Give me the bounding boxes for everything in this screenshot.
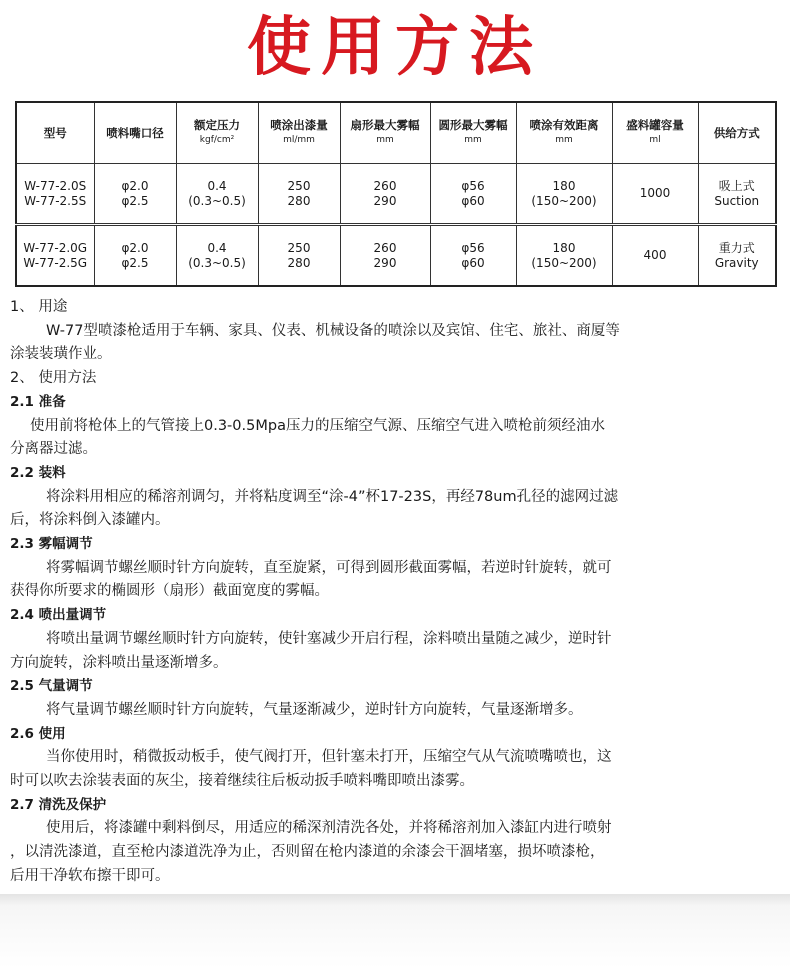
paragraph-line: 使用前将枪体上的气管接上0.3-0.5Mpa压力的压缩空气源、压缩空气进入喷枪前须经油水	[30, 417, 605, 434]
cell-output: 250 280	[258, 225, 340, 287]
section-heading-method: 2、 使用方法	[10, 370, 97, 387]
paragraph-line: 将涂料用相应的稀溶剂调匀，并将粘度调至“涂-4”杯17-23S，再经78um孔径的滤网过滤	[46, 488, 619, 505]
section-heading-usage: 1、 用途	[10, 299, 68, 315]
cell-distance: 180 (150~200)	[516, 164, 612, 225]
header-pressure: 额定压力 kgf/cm²	[176, 102, 258, 164]
cell-distance: 180 (150~200)	[516, 225, 612, 287]
paragraph-line: 当你使用时，稍微扳动板手，使气阀打开，但针塞未打开，压缩空气从气流喷嘴喷也，这	[46, 749, 612, 766]
page-title: 使用方法	[247, 11, 543, 85]
header-capacity: 盛料罐容量 ml	[612, 102, 698, 164]
paragraph-line: 将喷出量调节螺丝顺时针方向旋转，使针塞减少开启行程，涂料喷出量随之减少，逆时针	[46, 630, 612, 647]
cell-round-width: φ56 φ60	[430, 225, 516, 287]
paragraph-line: 后，将涂料倒入漆罐内。	[10, 512, 170, 529]
paragraph-line: ，以清洗漆道，直至枪内漆道洗净为止，否则留在枪内漆道的余漆会干涸堵塞，损坏喷漆枪，	[10, 844, 605, 861]
cell-nozzle: φ2.0 φ2.5	[94, 164, 176, 225]
cell-fan-width: 260 290	[340, 164, 430, 225]
header-nozzle: 喷料嘴口径	[94, 102, 176, 164]
header-model: 型号	[16, 102, 94, 164]
header-fan-width: 扇形最大雾幅 mm	[340, 102, 430, 164]
paragraph-line: W-77型喷漆枪适用于车辆、家具、仪表、机械设备的喷涂以及宾馆、住宅、旅社、商厦等	[46, 322, 620, 339]
cell-pressure: 0.4 (0.3~0.5)	[176, 225, 258, 287]
cell-model: W-77-2.0G W-77-2.5G	[16, 225, 94, 287]
paragraph-line: 分离器过滤。	[10, 441, 97, 458]
subsection-heading: 2.5 气量调节	[10, 678, 93, 695]
paragraph-line: 使用后，将漆罐中剩料倒尽，用适应的稀深剂清洗各处，并将稀溶剂加入漆缸内进行喷射	[46, 820, 612, 837]
paragraph-line: 将气量调节螺丝顺时针方向旋转，气量逐渐减少，逆时针方向旋转，气量逐渐增多。	[46, 701, 583, 718]
paragraph-line: 时可以吹去涂装表面的灰尘，接着继续往后板动扳手喷料嘴即喷出漆雾。	[10, 773, 474, 790]
paragraph-line: 涂装装璜作业。	[10, 346, 112, 363]
subsection-heading: 2.6 使用	[10, 725, 66, 742]
cell-capacity: 400	[612, 225, 698, 287]
bottom-band	[0, 894, 790, 968]
subsection-heading: 2.3 雾幅调节	[10, 536, 93, 553]
table-row	[16, 225, 776, 287]
instructions-body	[10, 296, 780, 889]
spec-table	[15, 101, 777, 287]
cell-round-width: φ56 φ60	[430, 164, 516, 225]
table-header-row	[16, 102, 776, 164]
paragraph-line: 获得你所要求的椭圆形（扇形）截面宽度的雾幅。	[10, 583, 329, 600]
cell-model: W-77-2.0S W-77-2.5S	[16, 164, 94, 225]
paragraph-line: 后用干净软布擦干即可。	[10, 867, 170, 884]
subsection-heading: 2.7 清洗及保护	[10, 796, 107, 813]
header-output: 喷涂出漆量 ml/mm	[258, 102, 340, 164]
header-distance: 喷涂有效距离 mm	[516, 102, 612, 164]
cell-pressure: 0.4 (0.3~0.5)	[176, 164, 258, 225]
header-supply: 供给方式	[698, 102, 776, 164]
cell-supply: 吸上式 Suction	[698, 164, 776, 225]
cell-capacity: 1000	[612, 164, 698, 225]
table-row	[16, 164, 776, 225]
header-round-width: 圆形最大雾幅 mm	[430, 102, 516, 164]
cell-fan-width: 260 290	[340, 225, 430, 287]
cell-supply: 重力式 Gravity	[698, 225, 776, 287]
subsection-heading: 2.2 装料	[10, 464, 66, 481]
cell-nozzle: φ2.0 φ2.5	[94, 225, 176, 287]
paragraph-line: 将雾幅调节螺丝顺时针方向旋转，直至旋紧，可得到圆形截面雾幅，若逆时针旋转，就可	[46, 559, 612, 576]
paragraph-line: 方向旋转，涂料喷出量逐渐增多。	[10, 654, 228, 671]
cell-output: 250 280	[258, 164, 340, 225]
subsection-heading: 2.1 准备	[10, 393, 66, 410]
subsection-heading: 2.4 喷出量调节	[10, 607, 107, 624]
